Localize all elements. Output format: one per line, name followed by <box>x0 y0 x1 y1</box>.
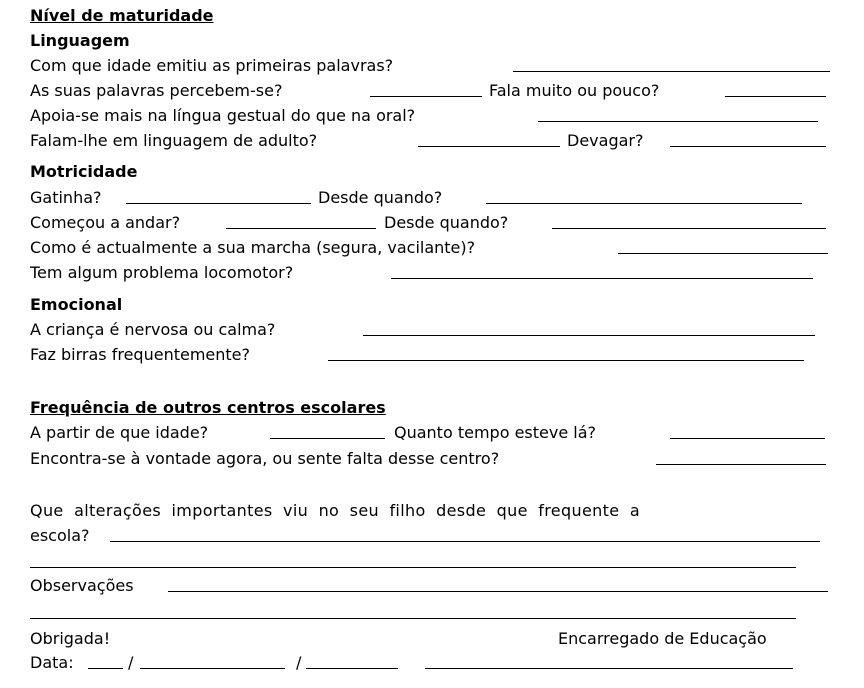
answer-field-time-there[interactable] <box>670 438 825 439</box>
question-row-gait <box>30 237 830 259</box>
question-nervous: A criança é nervosa ou calma? <box>30 320 276 339</box>
answer-field-changes[interactable] <box>110 541 820 542</box>
date-year-field[interactable] <box>306 668 398 669</box>
question-understood: As suas palavras percebem-se? <box>30 81 283 100</box>
answer-field-first-words[interactable] <box>513 71 830 72</box>
question-tantrums: Faz birras frequentemente? <box>30 345 251 364</box>
question-row-adult-language <box>30 130 830 152</box>
date-slash-1: / <box>128 653 134 672</box>
section-heading-motricidade: Motricidade <box>30 162 138 181</box>
question-row-understood <box>30 80 830 102</box>
question-row-start-age <box>30 422 830 444</box>
question-start-age: A partir de que idade? <box>30 423 209 442</box>
answer-field-tantrums[interactable] <box>328 360 804 361</box>
answer-field-start-age[interactable] <box>270 438 385 439</box>
answer-field-crawls[interactable] <box>126 203 311 204</box>
answer-field-slowly[interactable] <box>670 146 826 147</box>
answer-field-adult-language[interactable] <box>418 146 560 147</box>
question-locomotor: Tem algum problema locomotor? <box>30 263 294 282</box>
form-title: Nível de maturidade <box>30 6 214 25</box>
guardian-signature-field[interactable] <box>425 668 793 669</box>
question-changes-cont: escola? <box>30 526 90 545</box>
observations-label: Observações <box>30 576 134 595</box>
thanks-text: Obrigada! <box>30 629 111 648</box>
answer-field-observations[interactable] <box>168 591 828 592</box>
question-row-first-words <box>30 55 830 77</box>
question-row-nervous <box>30 319 830 341</box>
answer-field-talks-much[interactable] <box>725 96 826 97</box>
question-gait: Como é actualmente a sua marcha (segura, vacilante)? <box>30 238 476 257</box>
question-at-ease: Encontra-se à vontade agora, ou sente falta desse centro? <box>30 449 500 468</box>
question-row-tantrums <box>30 344 830 366</box>
section-heading-emocional: Emocional <box>30 295 123 314</box>
question-row-crawls <box>30 187 830 209</box>
question-row-sign-language <box>30 105 830 127</box>
section-heading-linguagem: Linguagem <box>30 31 130 50</box>
answer-field-sign-language[interactable] <box>538 121 818 122</box>
question-row-locomotor <box>30 262 830 284</box>
question-slowly: Devagar? <box>567 131 644 150</box>
question-adult-language: Falam-lhe em linguagem de adulto? <box>30 131 318 150</box>
question-row-changes <box>30 500 836 522</box>
date-month-field[interactable] <box>140 668 285 669</box>
question-row-at-ease <box>30 448 830 470</box>
guardian-label: Encarregado de Educação <box>558 629 767 648</box>
section-heading-frequencia: Frequência de outros centros escolares <box>30 398 386 417</box>
answer-line-changes-extra[interactable] <box>30 567 796 568</box>
question-walking-since: Desde quando? <box>384 213 509 232</box>
question-first-words: Com que idade emitiu as primeiras palavras? <box>30 56 394 75</box>
answer-field-at-ease[interactable] <box>656 464 826 465</box>
question-changes: Que alterações importantes viu no seu filho desde que frequente a <box>30 501 641 520</box>
date-row <box>30 652 830 674</box>
question-row-changes-cont <box>30 525 830 547</box>
answer-field-locomotor[interactable] <box>391 278 813 279</box>
question-talks-much: Fala muito ou pouco? <box>489 81 660 100</box>
observations-row <box>30 575 830 597</box>
answer-field-understood[interactable] <box>370 96 482 97</box>
answer-field-walking-since[interactable] <box>552 228 826 229</box>
answer-field-nervous[interactable] <box>363 335 815 336</box>
date-label: Data: <box>30 653 74 672</box>
question-row-walking <box>30 212 830 234</box>
date-slash-2: / <box>296 653 302 672</box>
answer-field-started-walking[interactable] <box>226 228 376 229</box>
question-crawls: Gatinha? <box>30 188 102 207</box>
answer-field-gait[interactable] <box>618 253 828 254</box>
question-sign-language: Apoia-se mais na língua gestual do que na oral? <box>30 106 416 125</box>
answer-field-crawls-since[interactable] <box>486 203 802 204</box>
date-day-field[interactable] <box>88 668 123 669</box>
question-time-there: Quanto tempo esteve lá? <box>394 423 596 442</box>
question-started-walking: Começou a andar? <box>30 213 181 232</box>
question-crawls-since: Desde quando? <box>318 188 443 207</box>
answer-line-observations-extra[interactable] <box>30 618 796 619</box>
